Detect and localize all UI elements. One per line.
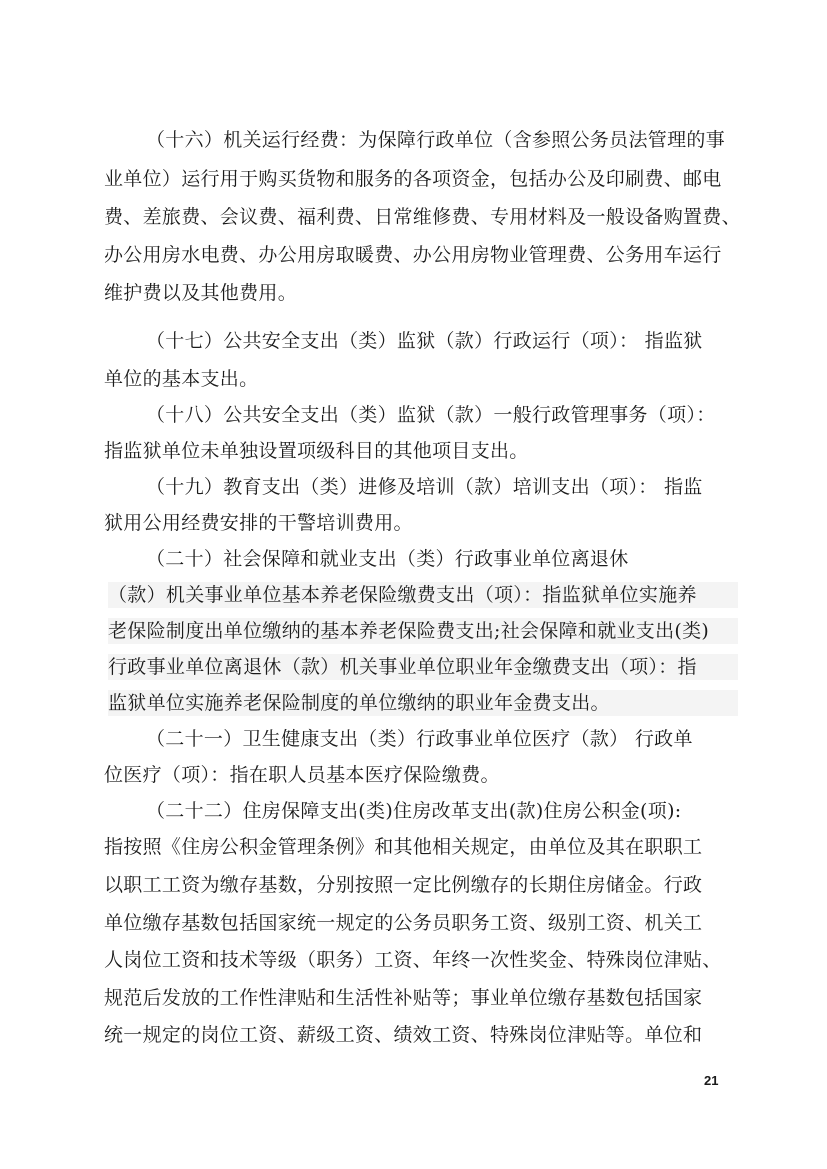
p20-line-5: 监狱单位实施养老保险制度的单位缴纳的职业年金费支出。 (108, 690, 738, 716)
p22-line-7: 统一规定的岗位工资、薪级工资、绩效工资、特殊岗位津贴等。单位和 (104, 1024, 703, 1046)
p22-line-5: 人岗位工资和技术等级（职务）工资、年终一次性奖金、特殊岗位津贴、 (104, 949, 722, 971)
p18-line-2: 指监狱单位未单独设置项级科目的其他项目支出。 (104, 440, 529, 462)
p22-line-2: 指按照《住房公积金管理条例》和其他相关规定，由单位及其在职职工 (104, 836, 703, 858)
p16-line-4: 办公用房水电费、办公用房取暖费、办公用房物业管理费、公务用车运行 (104, 244, 722, 266)
p22-line-1: （二十二）住房保障支出(类)住房改革支出(款)住房公积金(项): (146, 800, 682, 822)
p16-line-5: 维护费以及其他费用。 (104, 282, 298, 304)
p21-line-2: 位医疗（项）：指在职人员基本医疗保险缴费。 (104, 764, 500, 786)
p20-line-1: （二十）社会保障和就业支出（类）行政事业单位离退休 (146, 548, 629, 570)
page-number: 21 (704, 1073, 719, 1088)
p21-line-1: （二十一）卫生健康支出（类）行政事业单位医疗（款） 行政单 (146, 728, 693, 750)
p17-line-2: 单位的基本支出。 (104, 368, 259, 390)
p16-line-3: 费、差旅费、会议费、福利费、日常维修费、专用材料及一般设备购置费、 (104, 206, 741, 228)
p20-line-2: （款）机关事业单位基本养老保险缴费支出（项）：指监狱单位实施养 (108, 582, 738, 608)
p16-line-1: （十六）机关运行经费：为保障行政单位（含参照公务员法管理的事 (146, 129, 726, 151)
p20-line-3: 老保险制度出单位缴纳的基本养老保险费支出;社会保障和就业支出(类) (108, 618, 738, 644)
p16-line-2: 业单位）运行用于购买货物和服务的各项资金，包括办公及印刷费、邮电 (104, 168, 722, 190)
p18-line-1: （十八）公共安全支出（类）监狱（款）一般行政管理事务（项）： (146, 404, 716, 426)
p22-line-3: 以职工工资为缴存基数，分别按照一定比例缴存的长期住房储金。行政 (104, 874, 703, 896)
p22-line-6: 规范后发放的工作性津贴和生活性补贴等；事业单位缴存基数包括国家 (104, 987, 703, 1009)
p20-line-4: 行政事业单位离退休（款）机关事业单位职业年金缴费支出（项）：指 (108, 654, 738, 680)
p17-line-1: （十七）公共安全支出（类）监狱（款）行政运行（项）： 指监狱 (146, 330, 703, 352)
p19-line-2: 狱用公用经费安排的干警培训费用。 (104, 512, 413, 534)
p19-line-1: （十九）教育支出（类）进修及培训（款）培训支出（项）： 指监 (146, 476, 703, 498)
p22-line-4: 单位缴存基数包括国家统一规定的公务员职务工资、级别工资、机关工 (104, 912, 703, 934)
